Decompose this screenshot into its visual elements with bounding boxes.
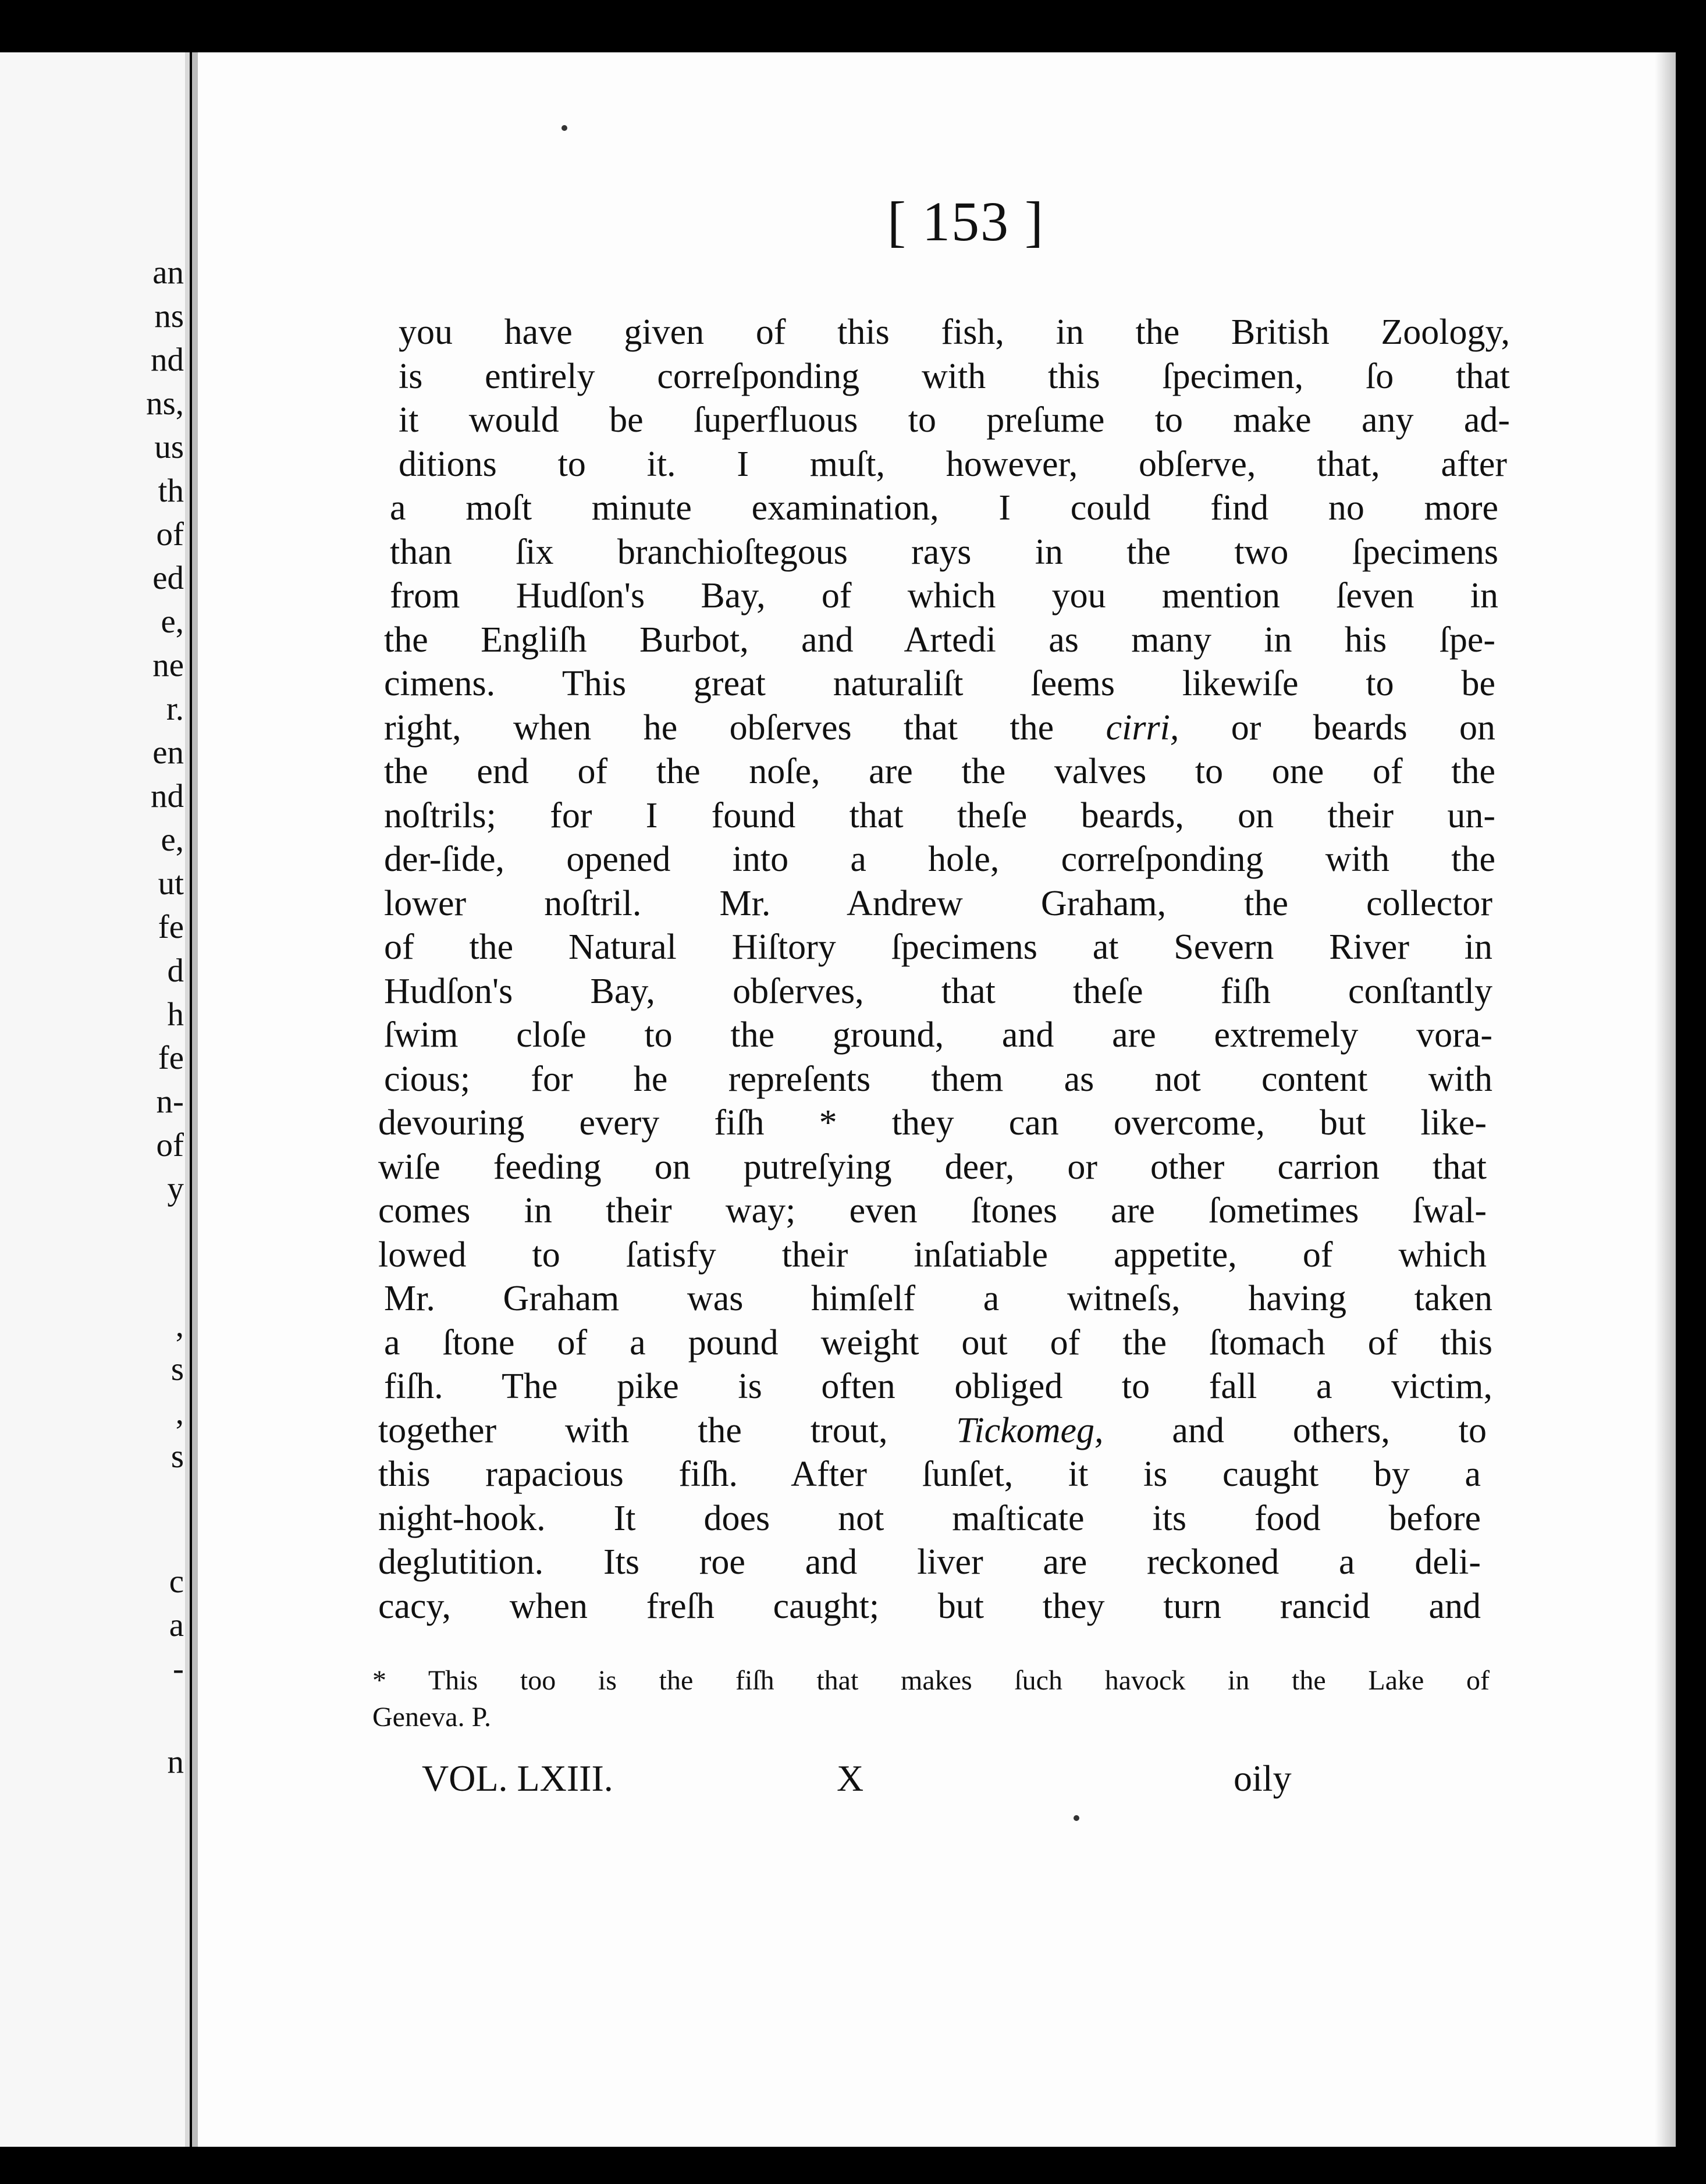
left-page-text-fragment: an xyxy=(152,254,184,291)
text-line: you have given of this fish, in the British Zoology, xyxy=(399,312,1510,352)
text-line: cimens. This great naturaliſt ſeems likewiſe to be xyxy=(384,664,1495,703)
page-number: [ 153 ] xyxy=(887,190,1044,252)
text-line: night-hook. It does not maſticate its food before xyxy=(378,1498,1481,1538)
text-line: Mr. Graham was himſelf a witneſs, having taken xyxy=(384,1279,1492,1318)
text-line: the end of the noſe, are the valves to one of the xyxy=(384,752,1495,791)
footnote-line: * This too is the fiſh that makes ſuch havock in the Lake of xyxy=(372,1665,1490,1696)
left-page-text-fragment: fe xyxy=(158,1040,184,1076)
left-page-text-fragment: ne xyxy=(152,647,184,684)
italic-term: cirri, xyxy=(1106,707,1179,748)
left-page-text-fragment: s xyxy=(170,1438,184,1475)
volume-label: VOL. LXIII. xyxy=(422,1758,613,1799)
left-page-text-fragment: - xyxy=(173,1651,184,1687)
text-line: a ſtone of a pound weight out of the ſtomach of this xyxy=(384,1322,1492,1363)
text-line: a moſt minute examination, I could find no more xyxy=(390,488,1498,528)
text-line: Hudſon's Bay, obſerves, that theſe fiſh conſtantly xyxy=(384,971,1492,1011)
text-line: together with the trout, Tickomeg, and others, to xyxy=(378,1410,1487,1450)
text-line: devouring every fiſh * they can overcome, but like- xyxy=(378,1103,1487,1143)
left-page-text-fragment: of xyxy=(156,1127,184,1164)
left-page-text-fragment: nd xyxy=(151,778,184,814)
ink-speck xyxy=(1074,1815,1079,1821)
left-page-text-fragment: ns xyxy=(154,298,184,335)
left-page-text-fragment: ns, xyxy=(146,385,184,422)
left-page-text-fragment: r. xyxy=(166,691,184,727)
left-page-text-fragment: y xyxy=(167,1171,184,1207)
left-page-text-fragment: of xyxy=(156,516,184,553)
left-page-text-fragment: n xyxy=(167,1744,184,1780)
text-line: fiſh. The pike is often obliged to fall a victim, xyxy=(384,1367,1492,1406)
text-line: from Hudſon's Bay, of which you mention ſeven in xyxy=(390,576,1498,616)
left-page-text-fragment: en xyxy=(152,734,184,771)
left-page-text-fragment: , xyxy=(175,1395,184,1431)
left-page-text-fragment: e, xyxy=(161,603,184,640)
left-page-text-fragment: ed xyxy=(152,560,184,596)
text-line: lowed to ſatisfy their inſatiable appetite, of which xyxy=(378,1235,1487,1275)
text-line: der-ſide, opened into a hole, correſponding with the xyxy=(384,840,1495,879)
catchword: oily xyxy=(1234,1758,1292,1799)
text-line: right, when he obſerves that the cirri, or beards on xyxy=(384,707,1495,748)
text-line: wiſe feeding on putreſying deer, or other carrion that xyxy=(378,1147,1487,1187)
left-page-text-fragment: h xyxy=(167,996,184,1033)
left-page-text-fragment: a xyxy=(169,1607,184,1644)
left-page-text-fragment: n- xyxy=(156,1083,184,1120)
text-line: is entirely correſponding with this ſpecimen, ſo that xyxy=(399,356,1510,396)
text-line: noſtrils; for I found that theſe beards, on their un- xyxy=(384,795,1495,835)
text-line: cious; for he repreſents them as not content with xyxy=(384,1059,1492,1099)
left-page-text-fragment: th xyxy=(158,472,184,509)
book-page xyxy=(192,52,1676,2147)
text-line: comes in their way; even ſtones are ſometimes ſwal- xyxy=(378,1191,1487,1230)
text-line: it would be ſuperfluous to preſume to make any ad- xyxy=(399,400,1510,440)
text-line: this rapacious fiſh. After ſunſet, it is caught by a xyxy=(378,1454,1481,1494)
text-line: of the Natural Hiſtory ſpecimens at Severn River in xyxy=(384,927,1492,967)
text-line: the Engliſh Burbot, and Artedi as many in his ſpe- xyxy=(384,620,1495,660)
ink-speck xyxy=(561,125,567,131)
italic-term: Tickomeg, xyxy=(956,1410,1104,1450)
signature-mark: X xyxy=(837,1758,864,1799)
text-line: ſwim cloſe to the ground, and are extremely vora- xyxy=(384,1015,1492,1055)
left-page-text-fragment: s xyxy=(170,1351,184,1388)
left-page-text-fragment: us xyxy=(154,429,184,465)
left-page-text-fragment: e, xyxy=(161,821,184,858)
text-line: lower noſtril. Mr. Andrew Graham, the collector xyxy=(384,883,1492,923)
left-page-text-fragment: ut xyxy=(158,865,184,902)
text-line: cacy, when freſh caught; but they turn rancid and xyxy=(378,1586,1481,1626)
text-line: deglutition. Its roe and liver are reckoned a deli- xyxy=(378,1542,1481,1582)
left-page-text-fragment: c xyxy=(169,1563,184,1600)
text-line: ditions to it. I muſt, however, obſerve, that, after xyxy=(399,444,1507,484)
left-page-text-fragment: fe xyxy=(158,909,184,945)
previous-page-fragment xyxy=(0,52,190,2147)
left-page-text-fragment: d xyxy=(167,952,184,989)
left-page-text-fragment: , xyxy=(175,1307,184,1344)
footnote-line: Geneva. P. xyxy=(372,1702,491,1733)
text-line: than ſix branchioſtegous rays in the two ſpecimens xyxy=(390,532,1498,572)
left-page-text-fragment: nd xyxy=(151,342,184,378)
